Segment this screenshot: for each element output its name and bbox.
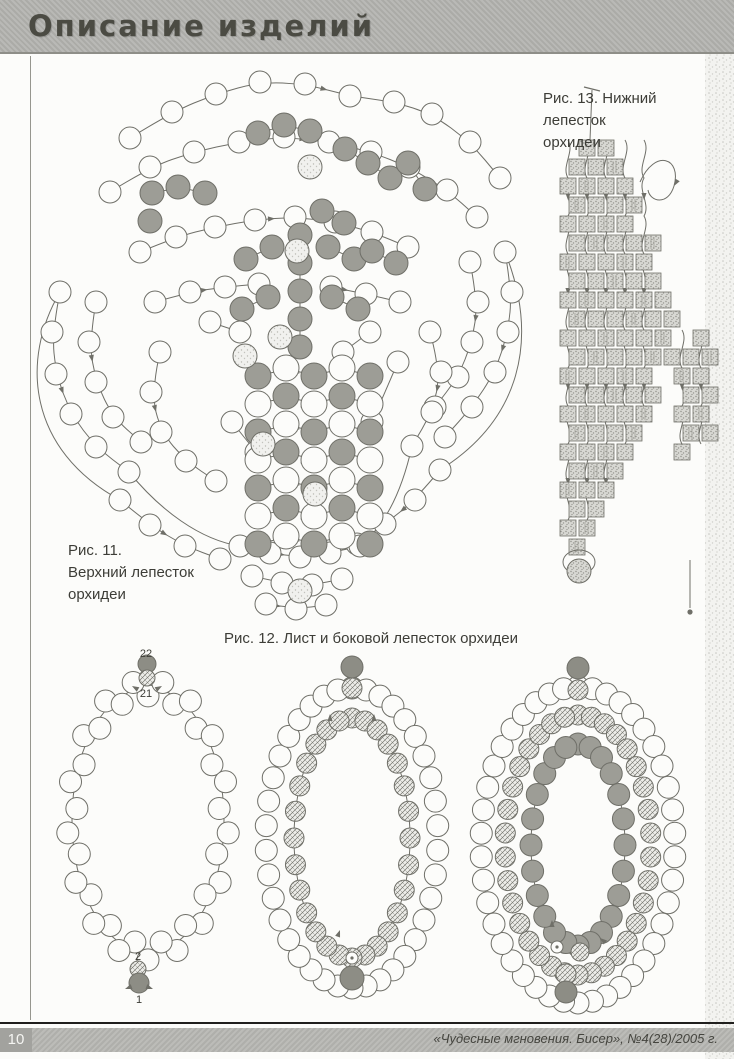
left-margin-rule [30,56,31,1020]
bead-label-22: 22 [139,648,153,660]
fig12-leaf-side-petal-diagram [57,655,686,1014]
fig13-caption [543,88,723,154]
scan-edge-texture [705,0,734,1059]
page-title: Описание изделий [28,9,375,43]
caption-line: Рис. 11. [68,542,122,559]
bead-label-21: 21 [139,688,153,700]
footer-separator [0,1022,734,1024]
page-header-band [0,0,734,54]
caption-line: Верхний лепесток [68,564,194,581]
bead-label-2: 2 [134,951,142,963]
caption-line: Рис. 13. Нижний лепесток [543,90,657,129]
bead-label-1: 1 [135,994,143,1006]
fig12-caption [224,628,644,650]
caption-line: орхидеи [68,586,126,603]
magazine-credit: «Чудесные мгновения. Бисер», №4(28)/2005 г. [433,1031,718,1046]
page-number: 10 [0,1028,32,1052]
fig11-caption [68,540,248,606]
caption-line: Рис. 12. Лист и боковой лепесток орхидеи [224,630,518,647]
caption-line: орхидеи [543,134,601,151]
fig13-lower-petal-diagram [560,87,718,615]
fig11-upper-petal-diagram [37,71,523,620]
